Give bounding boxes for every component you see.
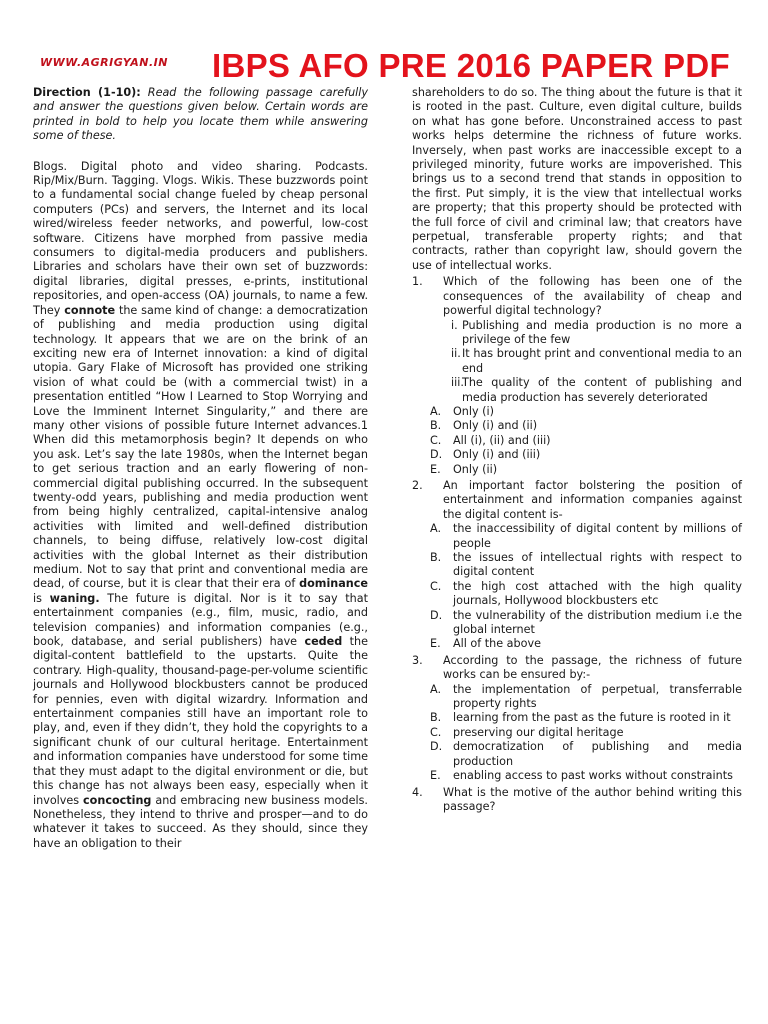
option-label: D. <box>430 608 443 622</box>
option-label: B. <box>430 419 442 433</box>
option-label: A. <box>430 404 442 418</box>
option-text: learning from the past as the future is rooted in it <box>453 711 731 725</box>
option <box>420 637 742 651</box>
option <box>420 448 742 462</box>
option-label: A. <box>430 522 442 536</box>
option <box>420 683 742 712</box>
direction-text <box>33 86 368 144</box>
question-number: 4. <box>412 785 423 799</box>
question-number: 1. <box>412 275 423 289</box>
statement-text: Publishing and media production is no more a privilege of the few <box>462 318 742 346</box>
option <box>420 551 742 580</box>
question-1 <box>412 275 742 318</box>
direction-body: Read the following passage carefully and answer the questions given below. Certain words are printed in bold to help you locate them while answering some of these. <box>33 86 368 143</box>
option-text: the issues of intellectual rights with respect to digital content <box>453 551 742 579</box>
direction-label: Direction (1-10): <box>33 86 141 99</box>
passage-paragraph <box>33 160 368 852</box>
page-header <box>0 46 768 86</box>
page-title: IBPS AFO PRE 2016 PAPER PDF <box>212 47 730 84</box>
option-text: Only (ii) <box>453 462 498 476</box>
statement-label: iii. <box>451 376 464 390</box>
option <box>420 726 742 740</box>
question-4 <box>412 786 742 815</box>
option-label: D. <box>430 740 443 754</box>
passage-text: and embracing new business models. Nonetheless, they intend to thrive and prosper—and to do whatever it takes to succeed. As they should, since they have an obligation to their <box>33 793 368 850</box>
option-text: Only (i) <box>453 404 495 418</box>
passage-text: The future is digital. Nor is it to say that entertainment companies (e.g., film, music, radio, and television companies) and information companies (e.g., book, database, and serial publishers) have <box>33 591 369 649</box>
option-text: All of the above <box>453 637 541 651</box>
option <box>420 609 742 638</box>
bold-word: dominance <box>299 577 368 591</box>
option-text: democratization of publishing and media production <box>453 740 742 768</box>
bold-word: concocting <box>83 793 152 807</box>
option <box>420 740 742 769</box>
option-text: Only (i) and (iii) <box>453 448 541 462</box>
option <box>420 580 742 609</box>
statement <box>412 347 742 376</box>
statement-label: ii. <box>451 347 461 361</box>
option <box>420 463 742 477</box>
option-label: E. <box>430 769 441 783</box>
option-label: A. <box>430 682 442 696</box>
question-text: What is the motive of the author behind writing this passage? <box>443 785 742 813</box>
option <box>420 769 742 783</box>
statement <box>412 319 742 348</box>
option-label: B. <box>430 551 442 564</box>
option <box>420 419 742 433</box>
question-text: An important factor bolstering the position of entertainment and information companies against the digital content is- <box>443 478 742 521</box>
option-label: E. <box>430 637 441 651</box>
option-text: Only (i) and (ii) <box>453 419 538 433</box>
passage-text: the same kind of change: a democratization of publishing and media production using digital technology. It appears that we are on the brink of an exciting new era of Internet innovation: a kind of digital utopia. Gary Flake of Microsoft has provided one striking vision of what could be (with a commercial twist) in a presentation entitled “How I Learned to Stop Worrying and Love the Imminent Internet Singularity,” and there are many other visions of possible future Internet advances.1 When did this metamorphosis begin? It depends on who you ask. Let’s say the late 1980s, when the Internet began to get serious traction and an early flowering of non-commercial digital publishing occurred. In the subsequent twenty-odd years, publishing and media production went from being highly centralized, capital-intensive analog activities with limited and well-defined distribution channels, to being diffuse, relatively low-cost digital activities with the global Internet as their distribution medium. Not to say that print and conventional media are dead, of course, but it is clear that their era of <box>33 303 368 591</box>
option-label: B. <box>430 711 442 725</box>
option-label: C. <box>430 433 442 447</box>
left-column <box>33 86 368 851</box>
site-url: WWW.AGRIGYAN.IN <box>40 56 168 69</box>
option <box>420 434 742 448</box>
statement-text: The quality of the content of publishing and media production has severely deteriorated <box>462 376 742 404</box>
right-column <box>412 86 742 814</box>
option-text: All (i), (ii) and (iii) <box>453 433 551 447</box>
question-text: Which of the following has been one of the consequences of the availability of cheap and powerful digital technology? <box>443 275 742 318</box>
question-number: 3. <box>412 653 423 667</box>
question-text: According to the passage, the richness of future works can be ensured by:- <box>443 653 742 682</box>
option-text: the inaccessibility of digital content by millions of people <box>453 522 742 550</box>
option <box>420 711 742 725</box>
option-text: preserving our digital heritage <box>453 725 624 739</box>
option-label: E. <box>430 462 441 476</box>
bold-word: waning. <box>49 591 100 605</box>
question-2 <box>412 479 742 522</box>
statement-text: It has brought print and conventional media to an end <box>462 347 742 375</box>
bold-word: ceded <box>304 635 343 649</box>
passage-text: the digital-content battlefield to the upstarts. Quite the contrary. High-quality, thousand-page-per-volume scientific journals and Hollywood blockbusters cannot be produced for pennies, even with digital wizardry. Information and entertainment companies still have an important role to play, and, even if they didn’t, they hold the copyrights to a significant chunk of our cultural heritage. Entertainment and information companies have understood for some time that they must adapt to the digital environment or die, but this change has not always been easy, especially when it involves <box>33 635 368 807</box>
option-text: enabling access to past works without constraints <box>453 769 733 783</box>
option-label: C. <box>430 725 442 739</box>
option <box>420 522 742 551</box>
option <box>420 405 742 419</box>
option-text: the high cost attached with the high quality journals, Hollywood blockbusters etc <box>453 579 742 608</box>
option-label: D. <box>430 448 443 462</box>
question-3 <box>412 654 742 683</box>
passage-text: Blogs. Digital photo and video sharing. Podcasts. Rip/Mix/Burn. Tagging. Vlogs. Wikis. These buzzwords point to a fundamental social change fueled by cheap personal computers (PCs) and servers, the Internet and its local wired/wireless feeder networks, and powerful, low-cost software. Citizens have morphed from passive media consumers to digital-media producers and publishers. Libraries and scholars have their own set of buzzwords: digital libraries, digital presses, e-prints, institutional repositories, and open-access (OA) journals, to name a few. They <box>33 159 368 317</box>
option-label: C. <box>430 579 442 593</box>
passage-text: is <box>33 591 50 605</box>
statement-label: i. <box>451 318 458 332</box>
question-number: 2. <box>412 478 423 492</box>
statement <box>412 376 742 405</box>
passage-continuation: shareholders to do so. The thing about the future is that it is rooted in the past. Culture, even digital culture, builds on what has gone before. Unconstrained access to past works helps determine the richness of future works. Inversely, when past works are inaccessible except to a privileged minority, future works are impoverished. This brings us to a second trend that stands in opposition to the first. Put simply, it is the view that intellectual works are property; that this property should be protected with the full force of civil and criminal law; that creators have perpetual, transferable property rights; and that contracts, rather than copyright law, should govern the use of intellectual works. <box>412 86 742 272</box>
option-text: the implementation of perpetual, transferrable property rights <box>453 682 742 711</box>
option-text: the vulnerability of the distribution medium i.e the global internet <box>453 608 742 637</box>
bold-word: connote <box>64 303 116 317</box>
